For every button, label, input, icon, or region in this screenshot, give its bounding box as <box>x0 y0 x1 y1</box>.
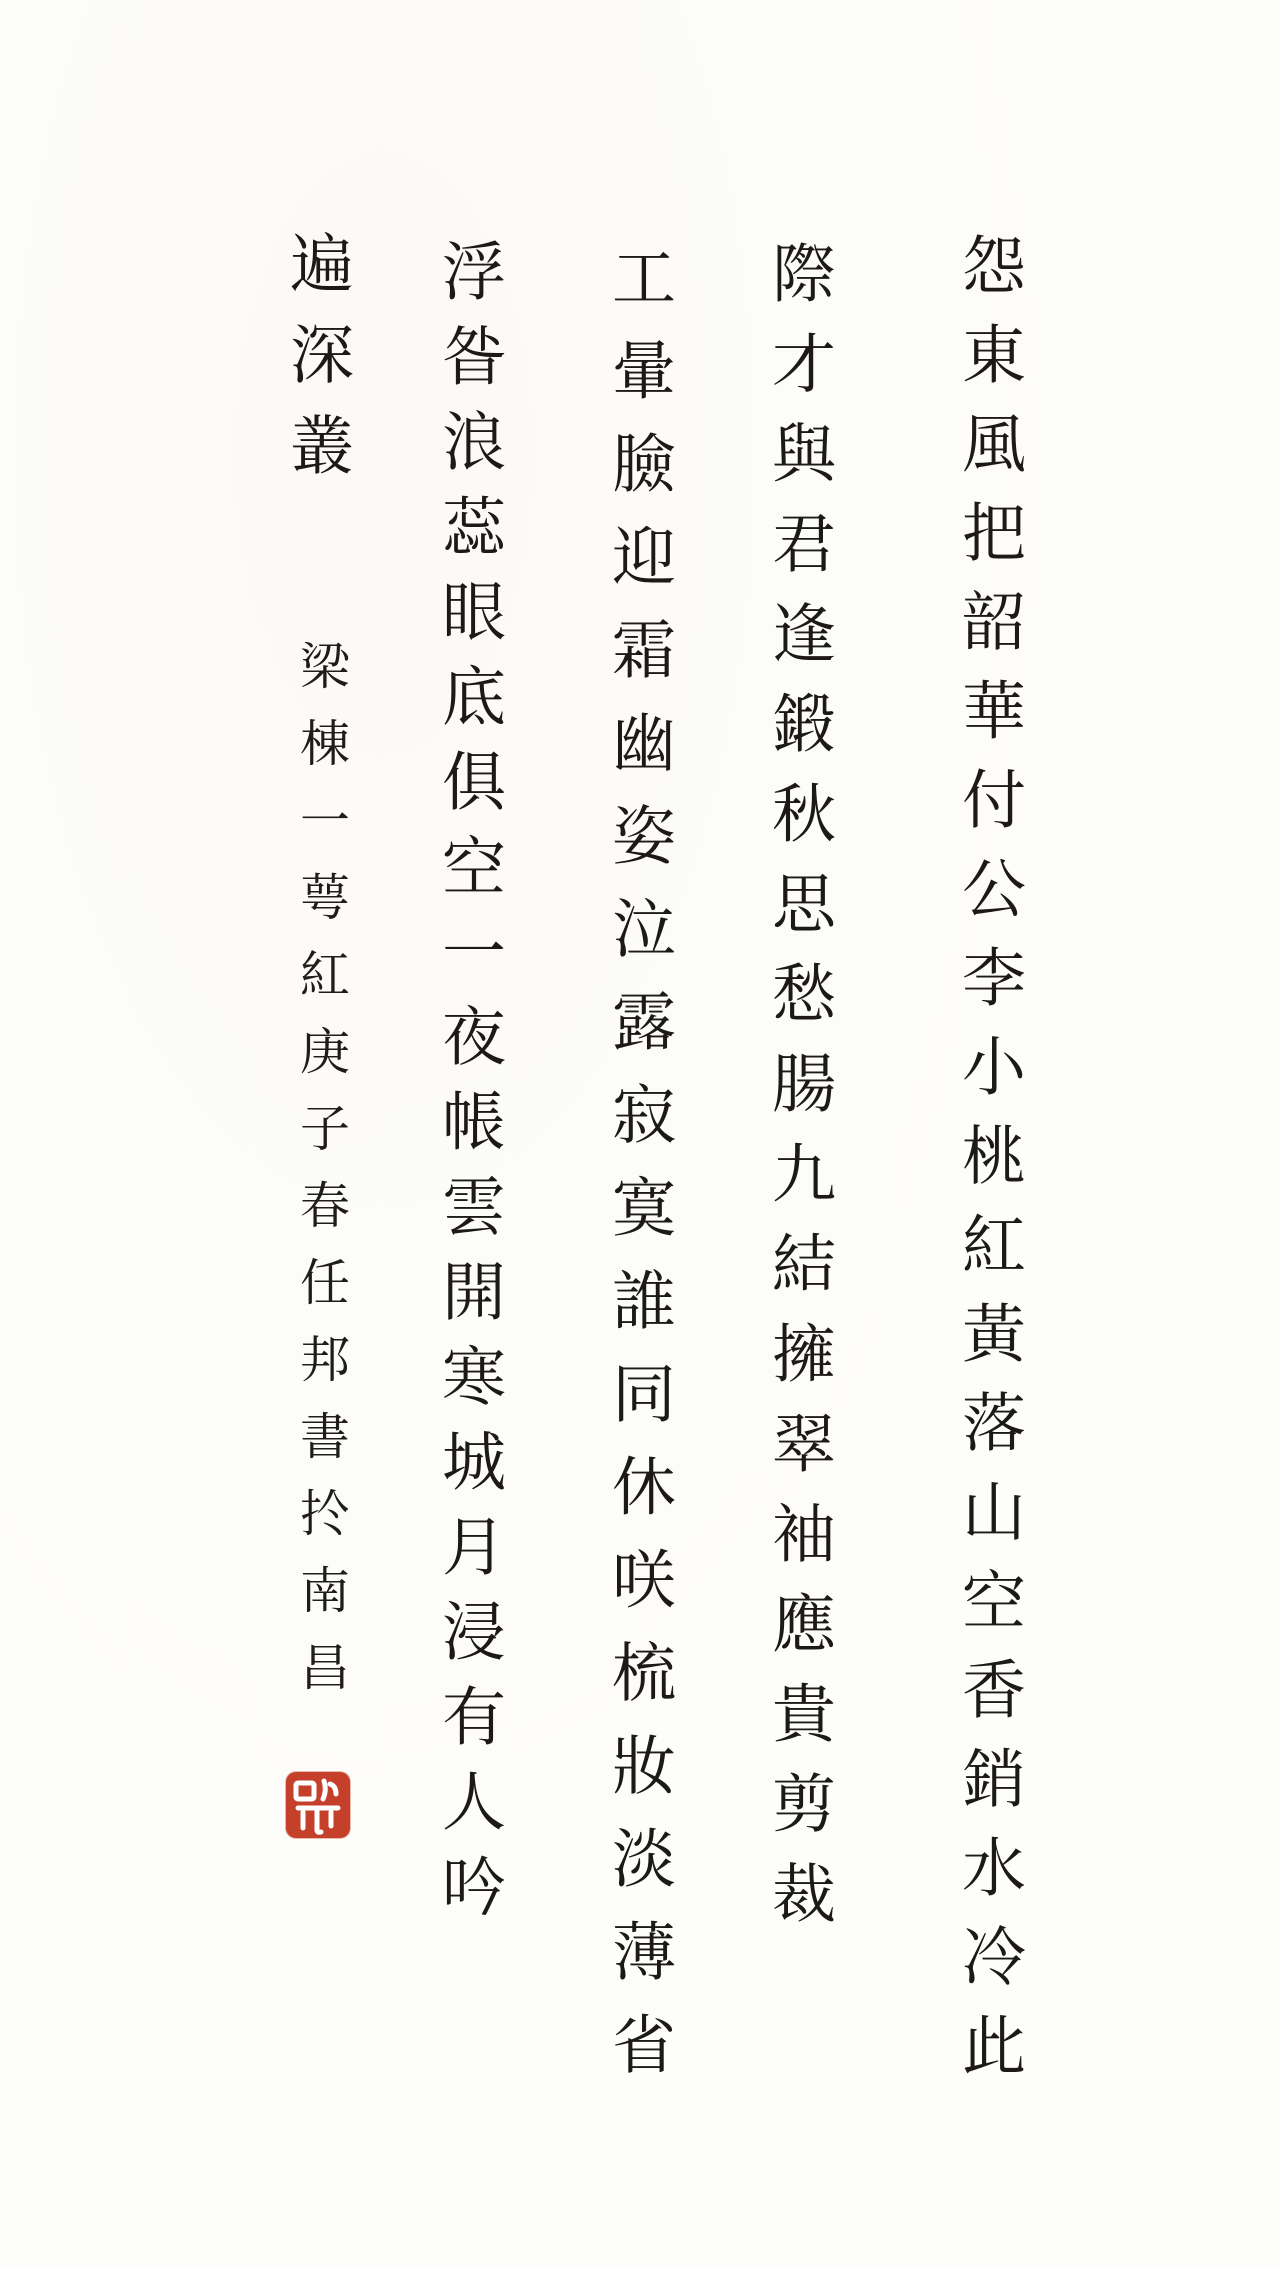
poem-column-5-poem-end: 遍深叢 <box>279 230 353 503</box>
poem-column-4: 浮昝浪蕊眼底俱空一夜帳雲開寒城月浸有人吟 <box>431 238 505 1938</box>
poem-column-2: 際才與君逢鍛秋思愁腸九結擁翠袖應貴剪裁 <box>761 240 835 1950</box>
seal-glyph <box>286 1772 350 1838</box>
artist-seal <box>286 1772 350 1838</box>
poem-column-1: 怨東風把韶華付公李小桃紅黃落山空香銷水冷此 <box>951 232 1025 2101</box>
poem-column-3: 工暈臉迎霜幽姿泣露寂寞誰同休咲梳妝淡薄省 <box>601 244 675 2104</box>
colophon-signature: 梁棟一萼紅庚子春任邦書扵南昌 <box>292 640 350 1718</box>
